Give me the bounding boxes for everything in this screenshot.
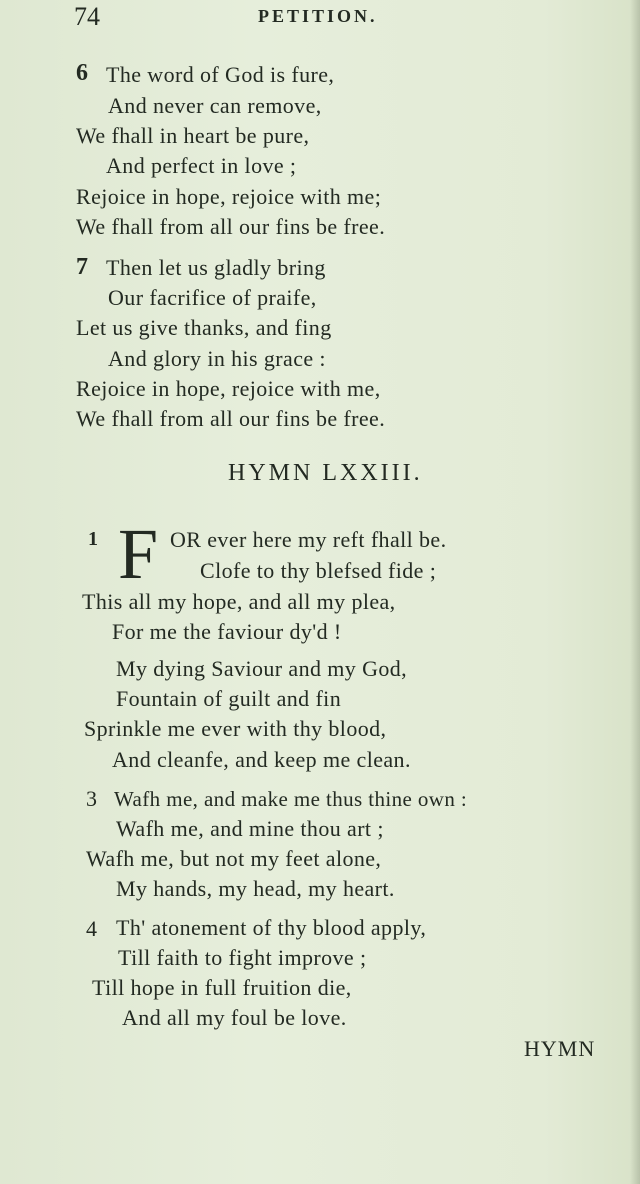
verse-line: Wafh me, but not my feet alone, xyxy=(86,846,382,871)
verse-line: My hands, my head, my heart. xyxy=(116,876,395,901)
verse-line: And all my foul be love. xyxy=(122,1005,347,1030)
verse-line: Fountain of guilt and fin xyxy=(116,686,342,711)
verse-line: And never can remove, xyxy=(108,93,322,118)
verse-number: 6 xyxy=(76,60,88,86)
verse-line: Rejoice in hope, rejoice with me, xyxy=(76,376,381,401)
hymn-title: HYMN LXXIII. xyxy=(228,460,423,486)
drop-cap: F xyxy=(118,514,159,594)
verse-line: And glory in his grace : xyxy=(108,346,326,371)
verse-line: We fhall in heart be pure, xyxy=(76,123,310,148)
page-number: 74 xyxy=(74,2,100,31)
verse-line: And perfect in love ; xyxy=(106,153,297,178)
verse-line: My dying Saviour and my God, xyxy=(116,656,408,681)
verse-line: For me the faviour dy'd ! xyxy=(112,619,342,644)
verse-line: Clofe to thy blefsed fide ; xyxy=(200,558,437,583)
verse-line: We fhall from all our fins be free. xyxy=(76,214,386,239)
verse-line: Sprinkle me ever with thy blood, xyxy=(84,716,387,741)
verse-line: OR ever here my reft fhall be. xyxy=(170,527,447,552)
running-title: PETITION. xyxy=(258,6,378,26)
verse-line: Then let us gladly bring xyxy=(106,255,326,280)
page-edge-shadow xyxy=(630,0,640,1184)
verse-line: And cleanfe, and keep me clean. xyxy=(112,747,411,772)
verse-number: 4 xyxy=(86,916,97,941)
verse-line: Wafh me, and mine thou art ; xyxy=(116,816,384,841)
verse-line: Th' atonement of thy blood apply, xyxy=(116,915,427,940)
verse-line: Our facrifice of praife, xyxy=(108,285,317,310)
verse-line: Wafh me, and make me thus thine own : xyxy=(114,787,468,811)
verse-line: This all my hope, and all my plea, xyxy=(82,589,396,614)
verse-line: We fhall from all our fins be free. xyxy=(76,406,386,431)
verse-line: Rejoice in hope, rejoice with me; xyxy=(76,184,382,209)
verse-number: 3 xyxy=(86,786,97,811)
verse-line: The word of God is fure, xyxy=(106,62,335,87)
verse-number: 7 xyxy=(76,254,88,280)
verse-line: Let us give thanks, and fing xyxy=(76,315,332,340)
verse-line: Till hope in full fruition die, xyxy=(92,975,352,1000)
catchword: HYMN xyxy=(524,1036,596,1061)
verse-number: 1 xyxy=(88,528,98,550)
verse-line: Till faith to fight improve ; xyxy=(118,945,367,970)
